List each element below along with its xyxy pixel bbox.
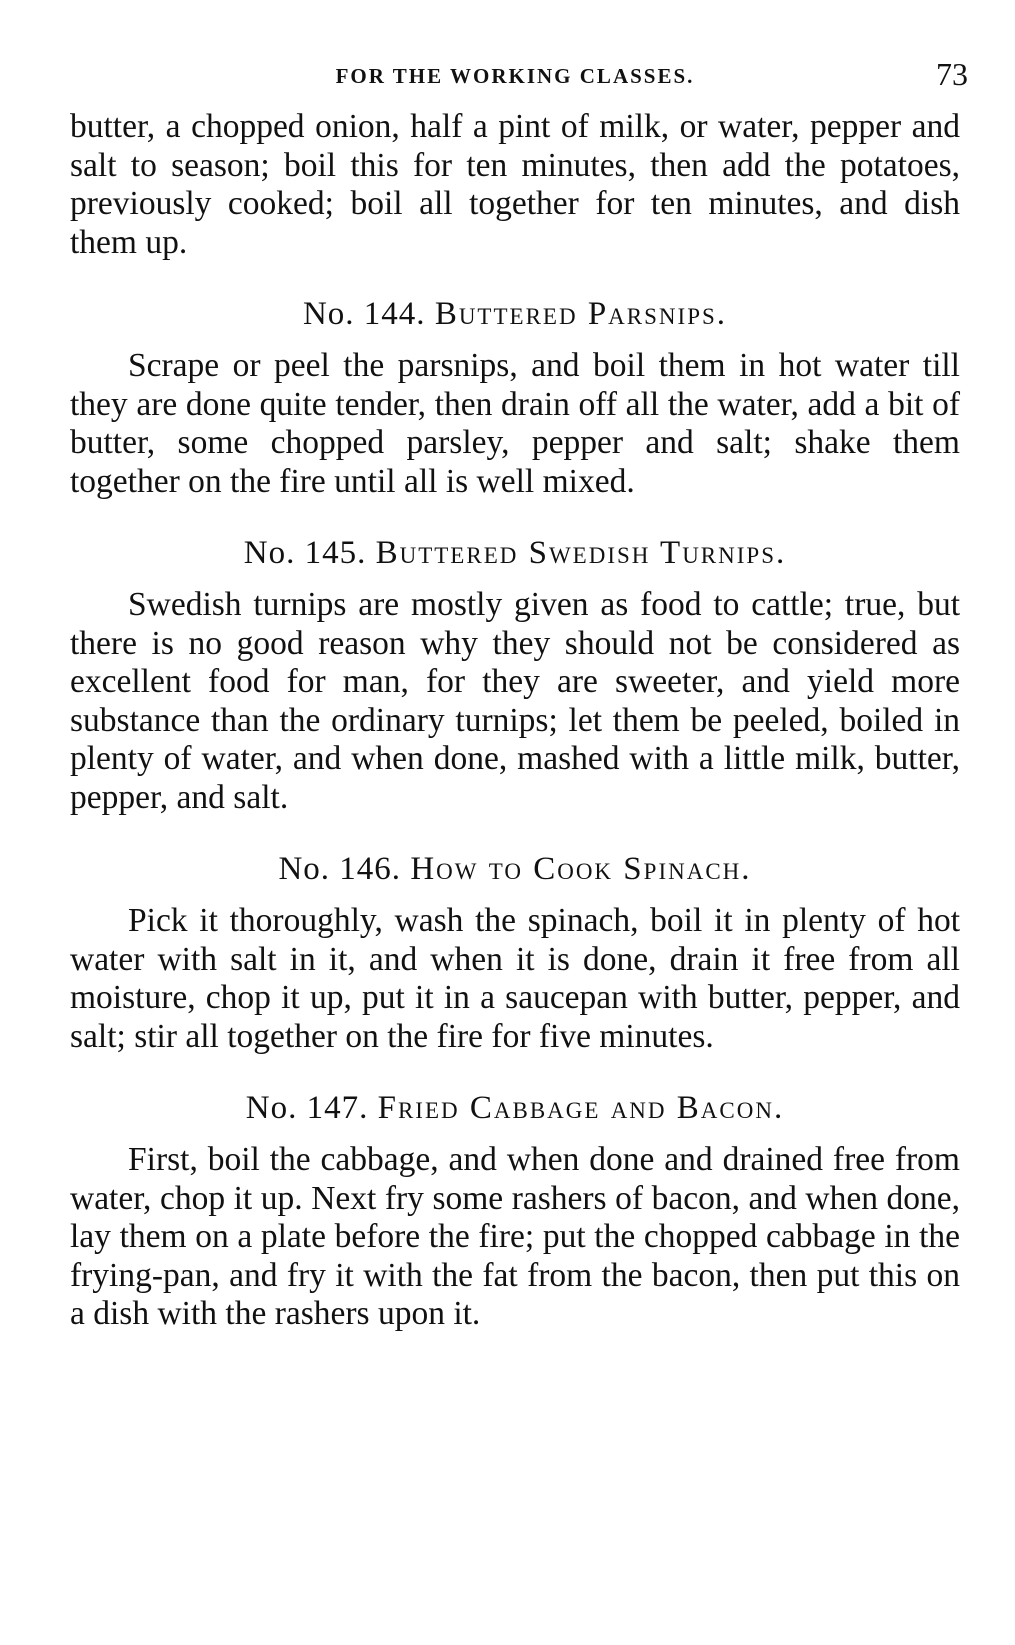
recipe-147	[70, 1090, 960, 1334]
continuation-paragraph: butter, a chopped onion, half a pint of milk, or water, pepper and salt to season; boil this for ten minutes, then add the potatoes, previously cooked; boil all together for ten minutes, and dish them up.	[70, 108, 960, 261]
recipe-heading	[70, 851, 960, 888]
recipe-146	[70, 851, 960, 1056]
book-page	[70, 54, 968, 1334]
recipe-title: How to Cook Spinach.	[410, 851, 752, 887]
running-title: FOR THE WORKING CLASSES.	[335, 64, 695, 88]
recipe-heading	[70, 535, 960, 572]
recipe-145	[70, 535, 960, 817]
recipe-title: Fried Cabbage and Bacon.	[377, 1090, 785, 1126]
recipe-text: Scrape or peel the parsnips, and boil them in hot water till they are done quite tender, then drain off all the water, add a bit of butter, some chopped parsley, pepper and salt; shake them together on the fire until all is well mixed.	[70, 347, 960, 500]
running-head	[70, 54, 968, 94]
recipe-text: Pick it thoroughly, wash the spinach, boil it in plenty of hot water with salt in it, and when it is done, drain it free from all moisture, chop it up, put it in a saucepan with butter, pepper, and salt; stir all together on the fire for five minutes.	[70, 902, 960, 1055]
recipe-number: No. 147.	[245, 1090, 369, 1126]
recipe-heading	[70, 296, 960, 333]
recipe-heading	[70, 1090, 960, 1127]
recipe-number: No. 145.	[243, 535, 367, 571]
page-number: 73	[936, 56, 968, 92]
recipe-title: Buttered Parsnips.	[434, 296, 728, 332]
recipe-text: Swedish turnips are mostly given as food to cattle; true, but there is no good reason why they should not be considered as excellent food for man, for they are sweeter, and yield more substance than the ordinary turnips; let them be peeled, boiled in plenty of water, and when done, mashed with a little milk, butter, pepper, and salt.	[70, 586, 960, 816]
recipe-title: Buttered Swedish Turnips.	[375, 535, 787, 571]
recipe-number: No. 146.	[278, 851, 402, 887]
recipe-number: No. 144.	[302, 296, 426, 332]
recipe-144	[70, 296, 960, 501]
recipe-text: First, boil the cabbage, and when done and drained free from water, chop it up. Next fry some rashers of bacon, and when done, lay them on a plate before the fire; put the chopped cabbage in the frying-pan, and fry it with the fat from the bacon, then put this on a dish with the rashers upon it.	[70, 1141, 960, 1332]
